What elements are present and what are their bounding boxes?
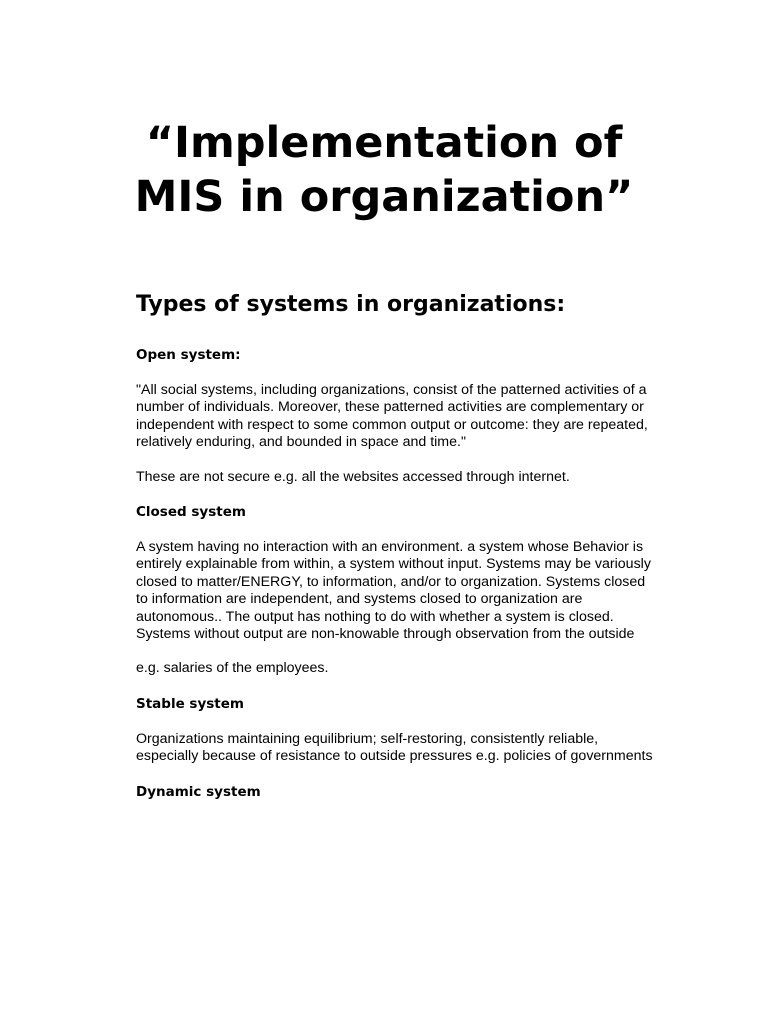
- open-system-quote: "All social systems, including organizations, consist of the patterned activities of a number of individuals. Moreover, these patterned activities are complementary or independent with respect to some common output or outcome: they are repeated, relatively enduring, and bounded in space and time.": [136, 382, 648, 451]
- closed-system-example: e.g. salaries of the employees.: [136, 660, 329, 677]
- closed-system-description: A system having no interaction with an environment. a system whose Behavior is entirely explainable from within, a system without input. Systems may be variously closed to matter/ENERGY, to information, and/or to organization. Systems closed to information are independent, and systems closed to organization are autonomous.. The output has nothing to do with whether a system is closed. Systems without output are non-knowable through observation from the outside: [136, 539, 651, 643]
- stable-system-section: [136, 695, 656, 766]
- closed-system-section: [136, 503, 656, 678]
- title-line-1: “Implementation of: [145, 118, 623, 168]
- dynamic-system-section: [136, 783, 656, 801]
- section-heading: Types of systems in organizations:: [136, 292, 566, 317]
- document-body: [136, 290, 656, 819]
- open-system-heading: Open system:: [136, 347, 241, 363]
- title-line-2: MIS in organization”: [134, 172, 634, 222]
- document-title: [0, 116, 768, 224]
- dynamic-system-heading: Dynamic system: [136, 783, 261, 800]
- open-system-note: These are not secure e.g. all the websites accessed through internet.: [136, 468, 570, 485]
- stable-system-description: Organizations maintaining equilibrium; self-restoring, consistently reliable, especially because of resistance to outside pressures e.g. policies of governments: [136, 730, 653, 765]
- closed-system-heading: Closed system: [136, 504, 246, 521]
- open-system-section: [136, 346, 656, 486]
- stable-system-heading: Stable system: [136, 695, 244, 712]
